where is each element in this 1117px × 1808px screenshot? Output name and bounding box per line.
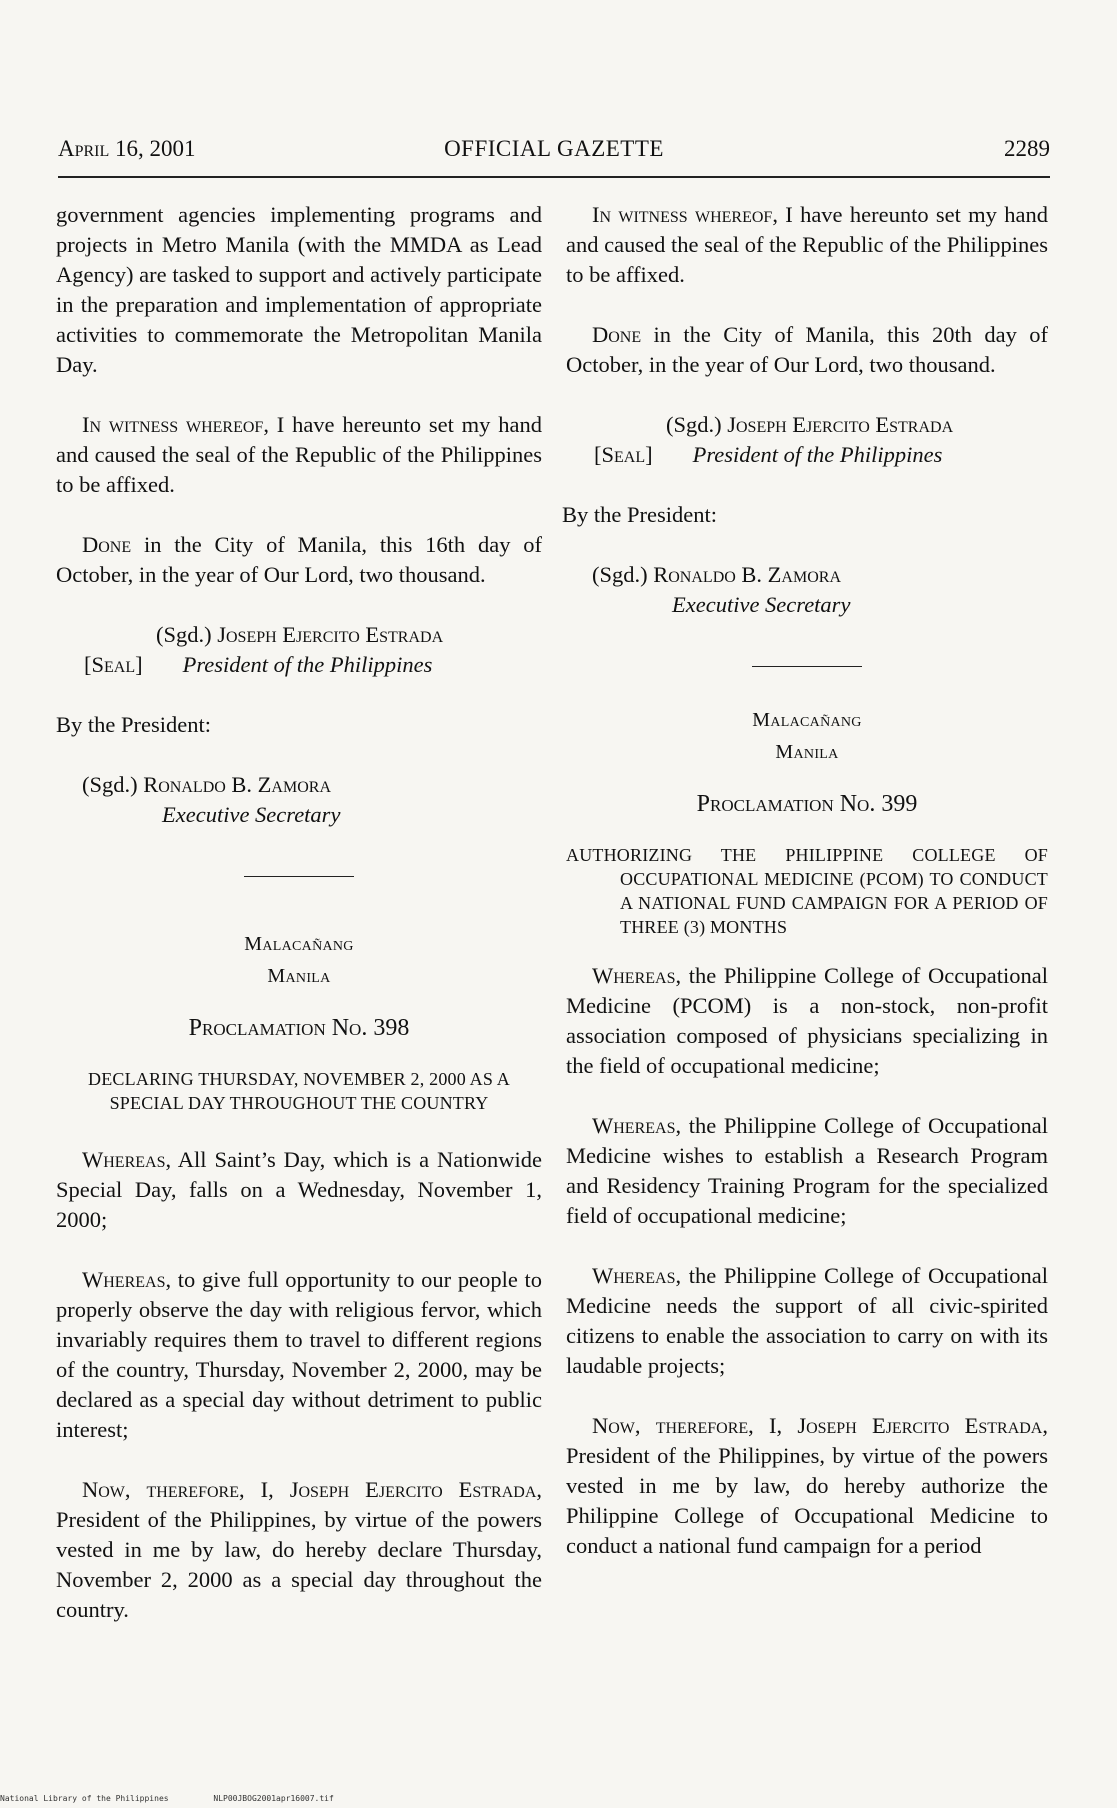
now-name: Joseph Ejercito Estrada, — [797, 1413, 1048, 1438]
secretary-title: Executive Secretary — [162, 802, 341, 827]
secretary-name: Ronaldo B. Zamora — [653, 562, 841, 587]
page-header — [58, 136, 1050, 170]
president-title: President of the Philippines — [182, 652, 433, 677]
palace-heading: Malacañang — [752, 709, 862, 731]
proclamation-label: Proclamation No. — [188, 1015, 368, 1041]
witness-paragraph — [566, 200, 1048, 290]
whereas-lead: Whereas, — [592, 1113, 682, 1138]
continued-paragraph: government agencies implementing programs and projects in Metro Manila (with the MMDA as Lead Agency) are tasked to support and actively participate in the preparation and implementation of appropriate activities to commemorate the Metropolitan Manila Day. — [56, 202, 542, 377]
sgd-prefix: (Sgd.) — [156, 622, 218, 647]
city-heading: Manila — [775, 741, 839, 763]
secretary-title: Executive Secretary — [672, 592, 851, 617]
header-page-number: 2289 — [1004, 136, 1050, 161]
subject-line-2: SPECIAL DAY THROUGHOUT THE COUNTRY — [109, 1093, 489, 1113]
header-rule — [58, 176, 1050, 178]
palace-heading: Malacañang — [244, 933, 354, 955]
proclamation-subject: AUTHORIZING THE PHILIPPINE COLLEGE OF OCCUPATIONAL MEDICINE (PCOM) TO CONDUCT A NATIONAL FUND CAMPAIGN FOR A PERIOD OF THREE (3) MONTHS — [566, 845, 1048, 937]
now-therefore-paragraph — [566, 1411, 1048, 1561]
scan-footer — [0, 1794, 374, 1803]
footer-file: NLP00JBOG2001apr16007.tif — [213, 1794, 334, 1803]
seal-label: [Seal] — [84, 652, 143, 677]
done-lead: Done — [82, 532, 132, 557]
whereas-paragraph-2 — [56, 1265, 542, 1445]
subject-line-1: DECLARING THURSDAY, NOVEMBER 2, 2000 AS A — [88, 1069, 510, 1089]
now-text: President of the Philippines, by virtue of the powers vested in me by law, do hereby declare Thursday, November 2, 2000 as a special day throughout the country. — [56, 1507, 542, 1622]
by-the-president: By the President: — [562, 502, 717, 527]
witness-text: I have hereunto set my hand and caused the seal of the Republic of the Philippines to be affixed. — [566, 202, 1048, 287]
now-mid: I, — [753, 1413, 798, 1438]
secretary-signature — [566, 560, 1048, 590]
whereas-lead: Whereas, — [82, 1267, 172, 1292]
witness-paragraph — [56, 410, 542, 500]
footer-library: National Library of the Philippines — [0, 1794, 169, 1803]
done-text: in the City of Manila, this 16th day of October, in the year of Our Lord, two thousand. — [56, 532, 542, 587]
now-name: Joseph Ejercito Estrada, — [289, 1477, 542, 1502]
header-title: OFFICIAL GAZETTE — [444, 136, 664, 161]
secretary-name: Ronaldo B. Zamora — [143, 772, 331, 797]
by-the-president: By the President: — [56, 712, 211, 737]
city-heading: Manila — [267, 965, 331, 987]
now-lead: Now, therefore, — [82, 1477, 245, 1502]
seal-line — [56, 650, 542, 680]
president-name: Joseph Ejercito Estrada — [217, 622, 444, 647]
done-paragraph — [56, 530, 542, 590]
president-signature — [566, 410, 1048, 440]
now-text: President of the Philippines, by virtue of the powers vested in me by law, do hereby authorize the Philippine College of Occupational Medicine to conduct a national fund campaign for a period — [566, 1443, 1048, 1558]
sgd-prefix: (Sgd.) — [592, 562, 654, 587]
president-title: President of the Philippines — [692, 442, 943, 467]
now-therefore-paragraph — [56, 1475, 542, 1625]
witness-lead: In witness whereof, — [82, 412, 269, 437]
whereas-paragraph-3 — [566, 1261, 1048, 1381]
whereas-text: the Philippine College of Occupational Medicine wishes to establish a Research Program and Residency Training Program for the specialized field of occupational medicine; — [566, 1113, 1048, 1228]
witness-lead: In witness whereof, — [592, 202, 778, 227]
done-text: in the City of Manila, this 20th day of October, in the year of Our Lord, two thousand. — [566, 322, 1048, 377]
whereas-lead: Whereas, — [82, 1147, 172, 1172]
now-mid: I, — [244, 1477, 290, 1502]
proclamation-label: Proclamation No. — [696, 791, 876, 817]
whereas-paragraph-1 — [56, 1145, 542, 1235]
now-lead: Now, therefore, — [592, 1413, 754, 1438]
left-column — [56, 200, 542, 1625]
whereas-text: All Saint’s Day, which is a Nationwide Special Day, falls on a Wednesday, November 1, 2000; — [56, 1147, 542, 1232]
whereas-text: to give full opportunity to our people to properly observe the day with religious fervor, which invariably requires them to travel to different regions of the country, Thursday, November 2, 2000, may be declared as a special day without detriment to public interest; — [56, 1267, 542, 1442]
whereas-paragraph-2 — [566, 1111, 1048, 1231]
whereas-text: the Philippine College of Occupational Medicine needs the support of all civic-spirited citizens to enable the association to carry on with its laudable projects; — [566, 1263, 1048, 1378]
header-date: April 16, 2001 — [58, 136, 196, 161]
seal-label: [Seal] — [594, 442, 653, 467]
proclamation-number: 399 — [881, 791, 918, 817]
whereas-lead: Whereas, — [592, 1263, 682, 1288]
done-paragraph — [566, 320, 1048, 380]
seal-line — [566, 440, 1048, 470]
proclamation-heading — [56, 1013, 542, 1043]
done-lead: Done — [592, 322, 642, 347]
whereas-text: the Philippine College of Occupational Medicine (PCOM) is a non-stock, non-profit association composed of physicians specializing in the field of occupational medicine; — [566, 963, 1048, 1078]
right-column — [562, 200, 1048, 1561]
proclamation-heading — [566, 789, 1048, 819]
secretary-signature — [56, 770, 542, 800]
sgd-prefix: (Sgd.) — [82, 772, 144, 797]
sgd-prefix: (Sgd.) — [666, 412, 728, 437]
proclamation-number: 398 — [373, 1015, 410, 1041]
whereas-paragraph-1 — [566, 961, 1048, 1081]
witness-text: I have hereunto set my hand and caused the seal of the Republic of the Philippines to be affixed. — [56, 412, 542, 497]
president-name: Joseph Ejercito Estrada — [727, 412, 954, 437]
whereas-lead: Whereas, — [592, 963, 682, 988]
president-signature — [56, 620, 542, 650]
